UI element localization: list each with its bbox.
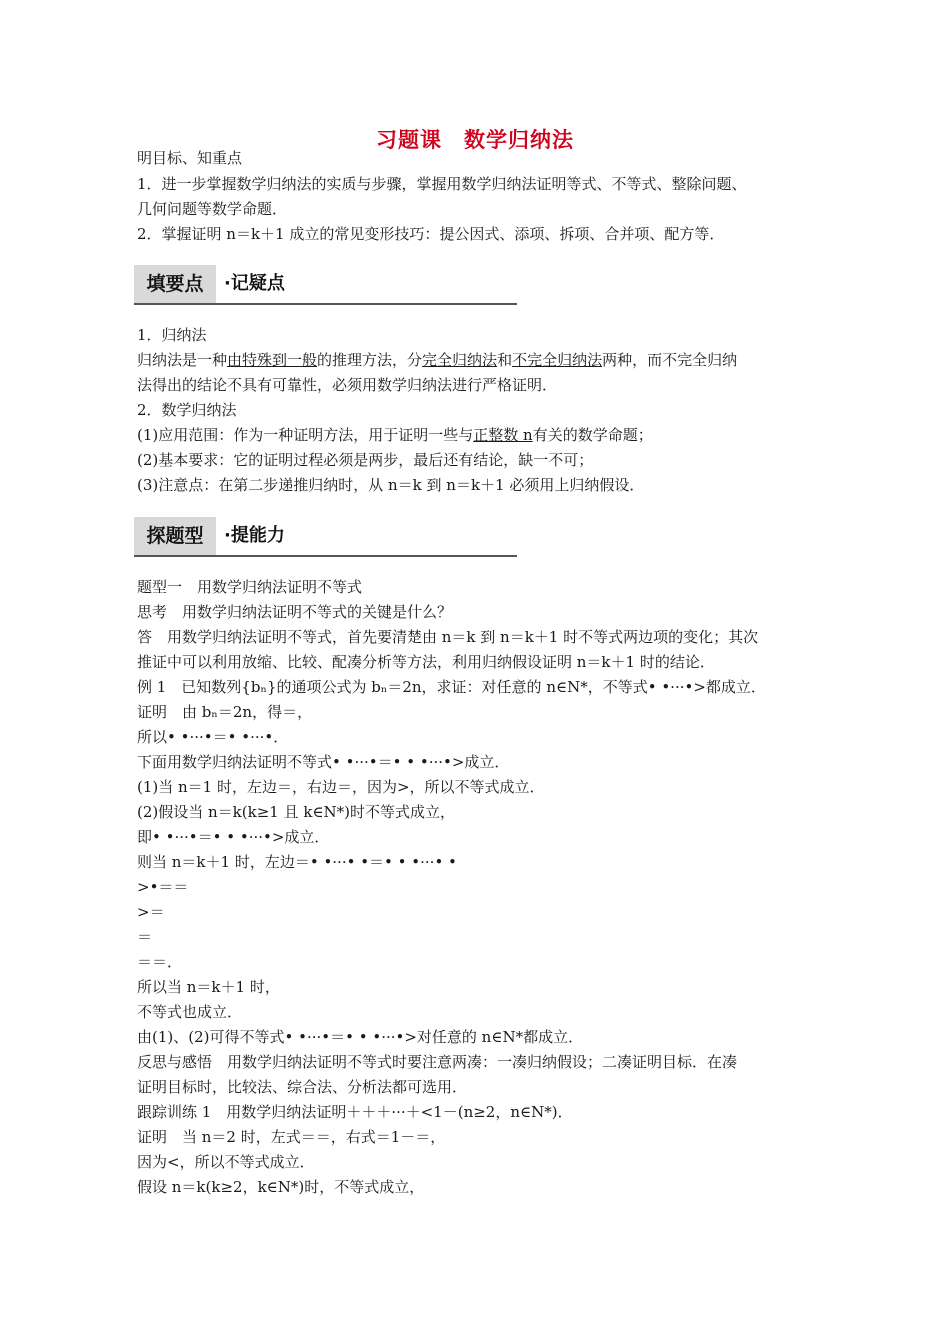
section-2-rule — [134, 555, 517, 557]
s1-heading-2: 2．数学归纳法 — [137, 401, 237, 419]
s2-line: 推证中可以利用放缩、比较、配凑分析等方法，利用归纳假设证明 n＝k＋1 时的结论． — [137, 653, 715, 671]
s2-line: 证明 由 bₙ＝2n，得＝， — [137, 703, 313, 721]
section-header-1 — [134, 265, 517, 305]
underline-term-4: 正整数 n — [473, 426, 533, 444]
s2-line: 因为<，所以不等式成立． — [137, 1153, 315, 1171]
s2-line: 由(1)、(2)可得不等式• •···•＝• • •···•>对任意的 n∈N*都成立． — [137, 1028, 584, 1046]
s2-line: ＝＝． — [137, 953, 183, 971]
s2-line: 所以• •···•＝• •···•． — [137, 728, 289, 746]
section-2-box: 探题型 — [134, 517, 216, 555]
underline-term-1: 由特殊到一般 — [227, 351, 318, 369]
underline-term-2: 完全归纳法 — [422, 351, 498, 369]
goals-line-3: 2．掌握证明 n＝k＋1 成立的常见变形技巧：提公因式、添项、拆项、合并项、配方等． — [137, 225, 725, 243]
s1-item-1: (1)应用范围：作为一种证明方法，用于证明一些与正整数 n有关的数学命题； — [137, 426, 653, 444]
section-1-rule — [134, 303, 517, 305]
s2-line: 所以当 n＝k＋1 时， — [137, 978, 280, 996]
s2-line: 即• •···•＝• • •···•>成立． — [137, 828, 330, 846]
title-part2: 数学归纳法 — [464, 128, 574, 152]
s1-paragraph-line-2: 法得出的结论不具有可靠性，必须用数学归纳法进行严格证明． — [137, 376, 558, 394]
s2-line: 则当 n＝k＋1 时，左边＝• •···• •＝• • •···• • — [137, 853, 457, 871]
section-2-sub: ·提能力 — [224, 525, 285, 546]
s2-line: 证明 当 n＝2 时，左式＝＝，右式＝1－＝， — [137, 1128, 446, 1146]
section-1-sub: ·记疑点 — [224, 273, 285, 294]
s2-line: >＝ — [137, 903, 165, 921]
goals-line-2: 几何问题等数学命题． — [137, 200, 288, 218]
s2-line: 题型一 用数学归纳法证明不等式 — [137, 578, 363, 596]
s2-line: 证明目标时，比较法、综合法、分析法都可选用． — [137, 1078, 468, 1096]
s1-item-2: (2)基本要求：它的证明过程必须是两步，最后还有结论，缺一不可； — [137, 451, 594, 469]
s1-item-3: (3)注意点：在第二步递推归纳时，从 n＝k 到 n＝k＋1 必须用上归纳假设． — [137, 476, 645, 494]
s2-line: 跟踪训练 1 用数学归纳法证明＋＋＋···＋<1－(n≥2，n∈N*)． — [137, 1103, 573, 1121]
s2-line: 答 用数学归纳法证明不等式，首先要清楚由 n＝k 到 n＝k＋1 时不等式两边项的变化；其次 — [137, 628, 759, 646]
s2-line: 不等式也成立． — [137, 1003, 243, 1021]
title-part1: 习题课 — [376, 128, 442, 152]
s1-heading-1: 1．归纳法 — [137, 326, 207, 344]
s2-line: ＝ — [137, 928, 153, 946]
s2-line: 思考 用数学归纳法证明不等式的关键是什么？ — [137, 603, 453, 621]
section-header-2 — [134, 517, 517, 557]
s1-paragraph-line-1: 归纳法是一种由特殊到一般的推理方法，分完全归纳法和不完全归纳法两种，而不完全归纳 — [137, 351, 738, 369]
s2-line: >•＝＝ — [137, 878, 189, 896]
goals-heading: 明目标、知重点 — [137, 149, 243, 167]
s2-line: (2)假设当 n＝k(k≥1 且 k∈N*)时不等式成立， — [137, 803, 456, 821]
s2-line: 反思与感悟 用数学归纳法证明不等式时要注意两凑：一凑归纳假设；二凑证明目标．在凑 — [137, 1053, 738, 1071]
s2-line: (1)当 n＝1 时，左边＝，右边＝，因为>，所以不等式成立． — [137, 778, 545, 796]
s2-line: 下面用数学归纳法证明不等式• •···•＝• • •···•>成立． — [137, 753, 510, 771]
goals-line-1: 1．进一步掌握数学归纳法的实质与步骤，掌握用数学归纳法证明等式、不等式、整除问题、 — [137, 175, 747, 193]
s2-line: 假设 n＝k(k≥2，k∈N*)时，不等式成立， — [137, 1178, 425, 1196]
underline-term-3: 不完全归纳法 — [512, 351, 603, 369]
section-1-box: 填要点 — [134, 265, 216, 303]
s2-line: 例 1 已知数列{bₙ}的通项公式为 bₙ＝2n，求证：对任意的 n∈N*，不等式• •···•>都成立． — [137, 678, 766, 696]
